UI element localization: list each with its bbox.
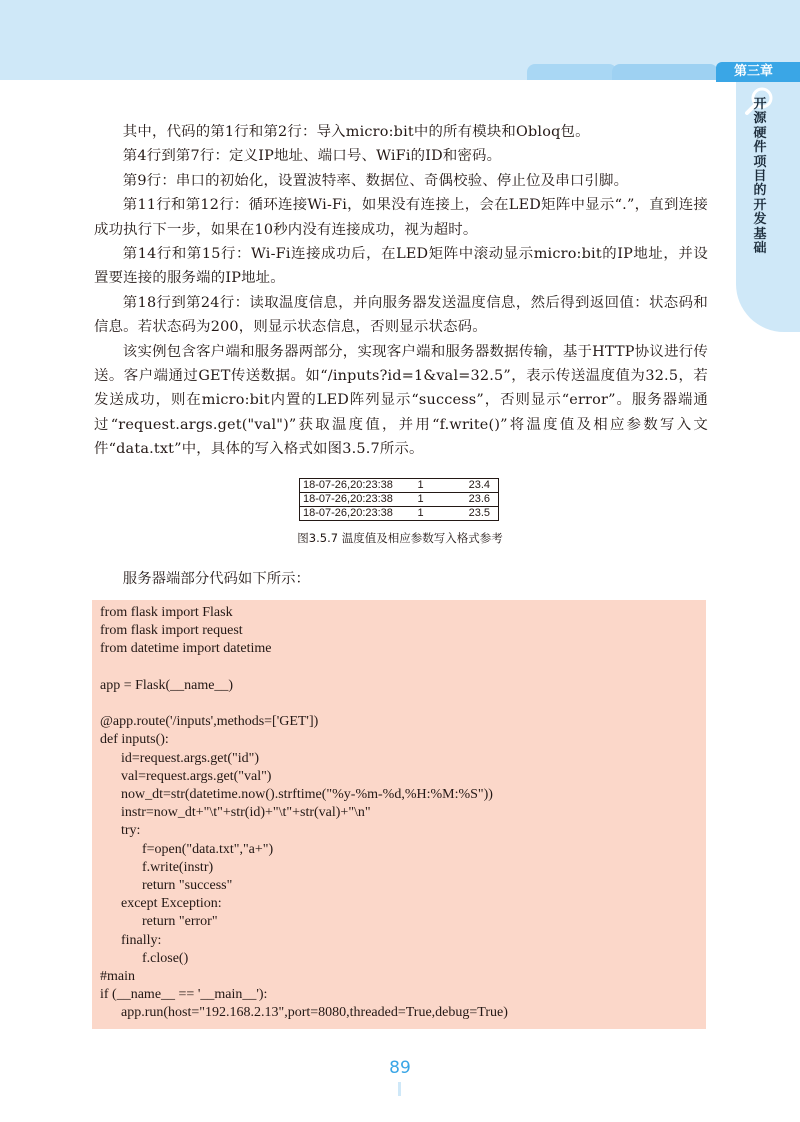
table-cell-id: 1 <box>417 507 424 519</box>
paragraph: 其中，代码的第1行和第2行：导入micro:bit中的所有模块和Obloq包。 <box>122 124 590 140</box>
page-number-marker <box>398 1082 401 1096</box>
code-line: instr=now_dt+"\t"+str(id)+"\t"+str(val)+"\n" <box>100 805 371 821</box>
table-cell-value: 23.5 <box>468 507 490 519</box>
code-line: from flask import Flask <box>100 605 233 620</box>
table-cell-id: 1 <box>403 479 439 493</box>
code-line: app = Flask(__name__) <box>100 677 234 693</box>
code-line: val=request.args.get("val") <box>100 768 272 784</box>
table-row <box>300 479 499 493</box>
data-format-table <box>299 478 499 521</box>
body-text <box>94 120 708 462</box>
page-number: 89 <box>389 1058 411 1078</box>
paragraph: 第9行：串口的初始化，设置波特率、数据位、奇偶校验、停止位及串口引脚。 <box>122 172 629 189</box>
table-cell-datetime: 18-07-26,20:23:38 <box>300 479 403 493</box>
paragraph: 该实例包含客户端和服务器两部分，实现客户端和服务器数据传输，基于HTTP协议进行传送。客户端通过GET传送数据。如“/inputs?id=1&val=32.5”，表示传送温度值为32.5，若发送成功，则在micro:bit内置的LED阵列显示“success”，否则显示“error”。服务器端通过“request.args.get("val")”获取温度值，并用“f.write()”将温度值及相应参数写入文件“data.txt”中，具体的写入格式如图3.5.7所示。 <box>94 343 708 458</box>
code-line: return "success" <box>100 878 233 893</box>
code-line: id=request.args.get("id") <box>100 750 260 766</box>
code-line: from datetime import datetime <box>100 641 272 657</box>
code-line: from flask import request <box>100 623 243 639</box>
code-line: app.run(host="192.168.2.13",port=8080,threaded=True,debug=True) <box>100 1005 508 1021</box>
table-cell-datetime: 18-07-26,20:23:38 <box>303 507 393 519</box>
paragraph: 第4行到第7行：定义IP地址、端口号、WiFi的ID和密码。 <box>122 148 502 165</box>
chapter-label: 第三章 <box>716 62 800 82</box>
code-intro: 服务器端部分代码如下所示： <box>122 571 310 587</box>
table-row <box>300 507 499 521</box>
code-line: f.write(instr) <box>100 859 214 875</box>
paragraph: 第18行到第24行：读取温度信息，并向服务器发送温度信息，然后得到返回值：状态码和信息。若状态码为200，则显示状态信息，否则显示状态码。 <box>94 294 708 336</box>
code-line: return "error" <box>100 914 218 930</box>
side-title: 开源硬件项目的开发基础 <box>753 97 767 257</box>
paragraph: 第11行和第12行：循环连接Wi-Fi，如果没有连接上，会在LED矩阵中显示“.”，直到连接成功执行下一步，如果在10秒内没有连接成功，视为超时。 <box>94 197 708 238</box>
table-cell-id: 1 <box>403 493 439 507</box>
code-block <box>92 600 706 1029</box>
code-line: if (__name__ == '__main__'): <box>100 987 268 1003</box>
code-line: #main <box>100 969 135 984</box>
header-tab-decor-right <box>612 64 718 80</box>
code-line: now_dt=str(datetime.now().strftime("%y-%m-%d,%H:%M:%S")) <box>100 787 493 802</box>
table-row <box>300 493 499 507</box>
code-line: try: <box>100 823 141 839</box>
table-cell-value: 23.4 <box>439 479 499 493</box>
table-cell-value: 23.6 <box>439 493 499 507</box>
table-cell-datetime: 18-07-26,20:23:38 <box>300 493 403 507</box>
code-line: @app.route('/inputs',methods=['GET']) <box>100 714 319 730</box>
code-line: f.close() <box>100 950 189 966</box>
header-tab-decor-left <box>527 64 617 80</box>
figure-caption: 图3.5.7 温度值及相应参数写入格式参考 <box>297 531 503 545</box>
paragraph: 第14行和第15行：Wi-Fi连接成功后，在LED矩阵中滚动显示micro:bit的IP地址，并设置要连接的服务端的IP地址。 <box>94 246 708 287</box>
code-line: except Exception: <box>100 896 222 912</box>
code-line: finally: <box>100 932 162 948</box>
code-line: def inputs(): <box>100 732 169 748</box>
code-line: f=open("data.txt","a+") <box>100 841 274 857</box>
